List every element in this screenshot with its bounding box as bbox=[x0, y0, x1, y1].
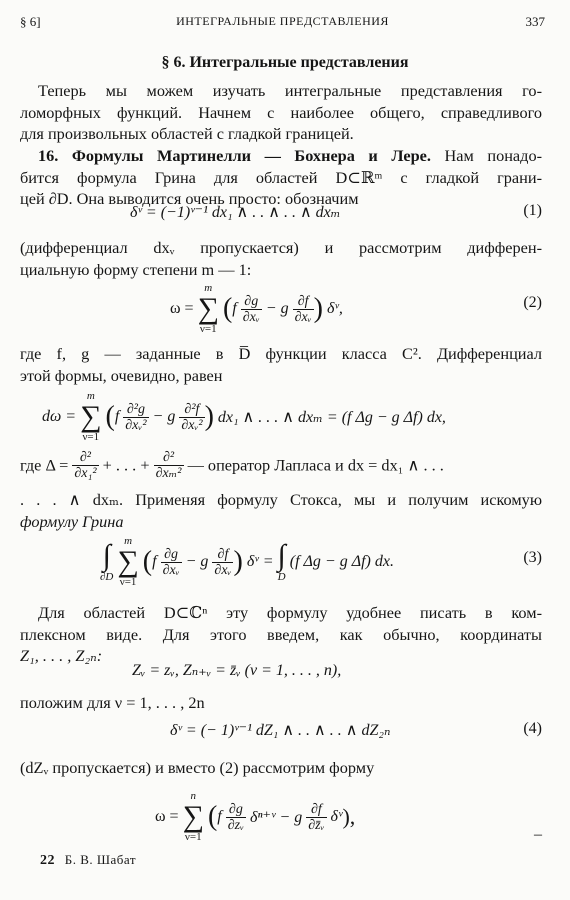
frac-den: ∂x₁² bbox=[74, 466, 97, 481]
fraction bbox=[123, 402, 148, 433]
frac-den: ∂xᵥ bbox=[162, 562, 180, 578]
eq-symbol: δⁿ⁺ᵛ − g bbox=[250, 809, 303, 826]
signature-number: 22 bbox=[40, 853, 55, 868]
coords-body: Zᵥ = zᵥ, Zₙ₊ᵥ = z̄ᵥ (ν = 1, . . . , n), bbox=[132, 662, 342, 679]
sum-symbol: m ∑ ν=1 bbox=[117, 535, 139, 588]
paragraph bbox=[20, 237, 542, 280]
equation-dw: dω = m ∑ ν=1 (f $\frac{\text{∂²g}}{\text{∂xᵥ²}}$ − g $\frac{\text{∂²f}}{\text{∂xᵥ²}}$ ) dx₁ ∧ . . . ∧ dxₘ = (f Δg − g Δf) dx, bbox=[42, 390, 446, 443]
sum-symbol: n ∑ ν=1 bbox=[182, 790, 204, 843]
eq-lhs: ω = bbox=[155, 808, 179, 825]
equation-2: ω = m ∑ ν=1 (f $\frac{\partial g}{\text{∂xᵥ}}$ − g $\frac{\partial f}{\text{∂xᵥ}}$ ) δᵛ, (2) bbox=[170, 282, 542, 335]
text-line: бится формула Грина для областей D⊂ℝᵐ с гладкой грани- bbox=[20, 167, 542, 187]
text-line: . . . ∧ dxₘ. Применяя формулу Стокса, мы и получим искомую bbox=[20, 490, 542, 509]
laplace-line bbox=[20, 450, 542, 490]
frac-num: ∂² bbox=[79, 450, 92, 465]
footer-signature bbox=[40, 852, 136, 869]
eq-lhs: ω = bbox=[170, 300, 194, 317]
coords-equation bbox=[20, 660, 542, 684]
running-head-section: § 6] bbox=[20, 14, 41, 29]
frac-num: ∂g bbox=[164, 546, 179, 562]
sum-upper: m bbox=[124, 535, 133, 547]
italic-term: формулу Грина bbox=[20, 511, 124, 531]
equation-3: ∫ ∂D m ∑ ν=1 (f $\frac{\partial g}{\text{∂xᵥ}}$ − g $\frac{\partial f}{\text{∂xᵥ}}$ ) δᵛ = ∫ D (f Δg − g Δf) dx. (3) bbox=[100, 535, 542, 588]
text-fragment: — оператор Лапласа и dx = dx₁ ∧ . . . bbox=[187, 455, 444, 475]
text-fragment: + . . . + bbox=[102, 455, 150, 475]
author-name: Б. В. Шабат bbox=[64, 852, 136, 867]
eq-symbol: − g bbox=[265, 300, 289, 317]
fraction bbox=[293, 294, 314, 325]
fraction bbox=[212, 547, 233, 578]
text-line: Для областей D⊂ℂⁿ эту формулу удобнее писать в ком- bbox=[38, 603, 542, 622]
text-fragment: Нам понадо- bbox=[430, 146, 543, 165]
equation-number: (4) bbox=[523, 720, 542, 737]
frac-den: ∂xₘ² bbox=[155, 466, 182, 481]
paragraph bbox=[20, 343, 542, 386]
running-head bbox=[20, 14, 545, 38]
fraction bbox=[154, 450, 184, 481]
fraction bbox=[161, 547, 182, 578]
text-line: плексном виде. Для этого введем, как обычно, координаты bbox=[20, 624, 542, 644]
frac-den: ∂xᵥ² bbox=[125, 417, 147, 433]
text-fragment: где Δ = bbox=[20, 455, 69, 475]
eq-tail: dx₁ ∧ . . . ∧ dxₘ = (f Δg − g Δf) dx, bbox=[217, 409, 446, 426]
equation-final: ω = n ∑ ν=1 (f $\frac{\partial g}{\text{∂zᵥ}}$ δⁿ⁺ᵛ − g $\frac{\partial f}{\text{∂z̄ᵥ}}$ δᵛ), bbox=[155, 790, 356, 843]
equation-number: (3) bbox=[523, 549, 542, 566]
sum-symbol: m ∑ ν=1 bbox=[197, 282, 219, 335]
text-line: ломорфных функций. Начнем с наиболее общего, справедливого bbox=[20, 102, 542, 122]
frac-num: ∂f bbox=[217, 546, 229, 562]
subsection-heading: 16. Формулы Мартинелли — Бохнера и Лере. bbox=[38, 146, 431, 165]
subsection-first-line bbox=[20, 145, 542, 167]
fraction bbox=[306, 802, 326, 833]
frac-den: ∂xᵥ bbox=[294, 309, 312, 325]
text-line: для произвольных областей с гладкой границей. bbox=[20, 124, 354, 143]
equation-number: (2) bbox=[523, 294, 542, 311]
equation-1-body: δᵛ = (−1)ᵛ⁻¹ dx₁ ∧ . . ∧ . . ∧ dxₘ bbox=[130, 204, 341, 221]
frac-den: ∂xᵥ bbox=[214, 562, 232, 578]
trailing-dash: – bbox=[534, 826, 542, 843]
eq-tail: (f Δg − g Δf) dx. bbox=[289, 553, 394, 570]
frac-num: ∂f bbox=[297, 293, 309, 309]
eq-symbol: δᵛ = bbox=[246, 553, 274, 570]
text-line: цей ∂D. Она выводится очень просто: обозначим bbox=[20, 189, 359, 208]
sum-lower: ν=1 bbox=[199, 323, 217, 335]
equation-1 bbox=[20, 202, 542, 232]
integral-lower: D bbox=[277, 571, 286, 583]
frac-den: ∂xᵥ² bbox=[181, 417, 203, 433]
intro-paragraph bbox=[20, 80, 542, 145]
sum-lower: ν=1 bbox=[82, 431, 100, 443]
text-line: этой формы, очевидно, равен bbox=[20, 365, 223, 385]
frac-num: ∂²f bbox=[184, 401, 200, 417]
sum-lower: ν=1 bbox=[119, 576, 137, 588]
frac-num: ∂g bbox=[244, 293, 259, 309]
italic-term: Z₁, . . . , Z₂ₙ: bbox=[20, 646, 103, 665]
frac-num: ∂² bbox=[162, 450, 175, 465]
text-line bbox=[20, 511, 542, 533]
integral-symbol: ∫ D bbox=[277, 539, 286, 583]
frac-num: ∂g bbox=[228, 801, 243, 817]
text-line: Теперь мы можем изучать интегральные представления го- bbox=[38, 81, 542, 100]
eq-symbol: δᵛ bbox=[330, 808, 343, 825]
equation-number: (1) bbox=[523, 202, 542, 219]
sum-upper: m bbox=[204, 282, 213, 294]
eq-lhs: dω = bbox=[42, 408, 77, 425]
paragraph bbox=[20, 489, 542, 532]
sum-symbol: m ∑ ν=1 bbox=[80, 390, 102, 443]
sum-upper: m bbox=[86, 390, 95, 402]
frac-num: ∂f bbox=[310, 801, 322, 817]
fraction bbox=[72, 450, 98, 481]
sum-upper: n bbox=[190, 790, 196, 802]
subsection-paragraph bbox=[20, 145, 542, 210]
frac-num: ∂²g bbox=[126, 401, 145, 417]
frac-den: ∂z̄ᵥ bbox=[308, 817, 325, 833]
page-number: 337 bbox=[525, 14, 545, 29]
fraction bbox=[241, 294, 262, 325]
paragraph bbox=[20, 692, 542, 714]
eq-tail: δᵛ, bbox=[326, 300, 343, 317]
text-line: где f, g — заданные в D̅ функции класса C². Дифференциал bbox=[20, 344, 542, 363]
fraction bbox=[179, 402, 204, 433]
eq-end: ), bbox=[342, 804, 356, 829]
fraction bbox=[226, 802, 246, 833]
text-line: (dZᵥ пропускается) и вместо (2) рассмотрим форму bbox=[20, 758, 375, 777]
text-line: (дифференциал dxᵥ пропускается) и рассмотрим дифферен- bbox=[20, 238, 542, 257]
equation-4-body: δᵛ = (− 1)ᵛ⁻¹ dZ₁ ∧ . . ∧ . . ∧ dZ₂ₙ bbox=[170, 722, 391, 739]
frac-den: ∂xᵥ bbox=[242, 309, 260, 325]
integral-symbol: ∫ ∂D bbox=[100, 539, 114, 583]
frac-den: ∂zᵥ bbox=[227, 817, 245, 833]
eq-symbol: f bbox=[232, 300, 237, 317]
running-head-title: ИНТЕГРАЛЬНЫЕ ПРЕДСТАВЛЕНИЯ bbox=[176, 14, 389, 28]
text-line: положим для ν = 1, . . . , 2n bbox=[20, 693, 205, 712]
paragraph bbox=[20, 602, 542, 667]
equation-4 bbox=[20, 720, 542, 750]
paragraph bbox=[20, 757, 542, 779]
integral-lower: ∂D bbox=[100, 571, 114, 583]
text-line: циальную форму степени m — 1: bbox=[20, 259, 252, 279]
sum-lower: ν=1 bbox=[184, 831, 202, 843]
section-title: § 6. Интегральные представления bbox=[161, 54, 409, 71]
